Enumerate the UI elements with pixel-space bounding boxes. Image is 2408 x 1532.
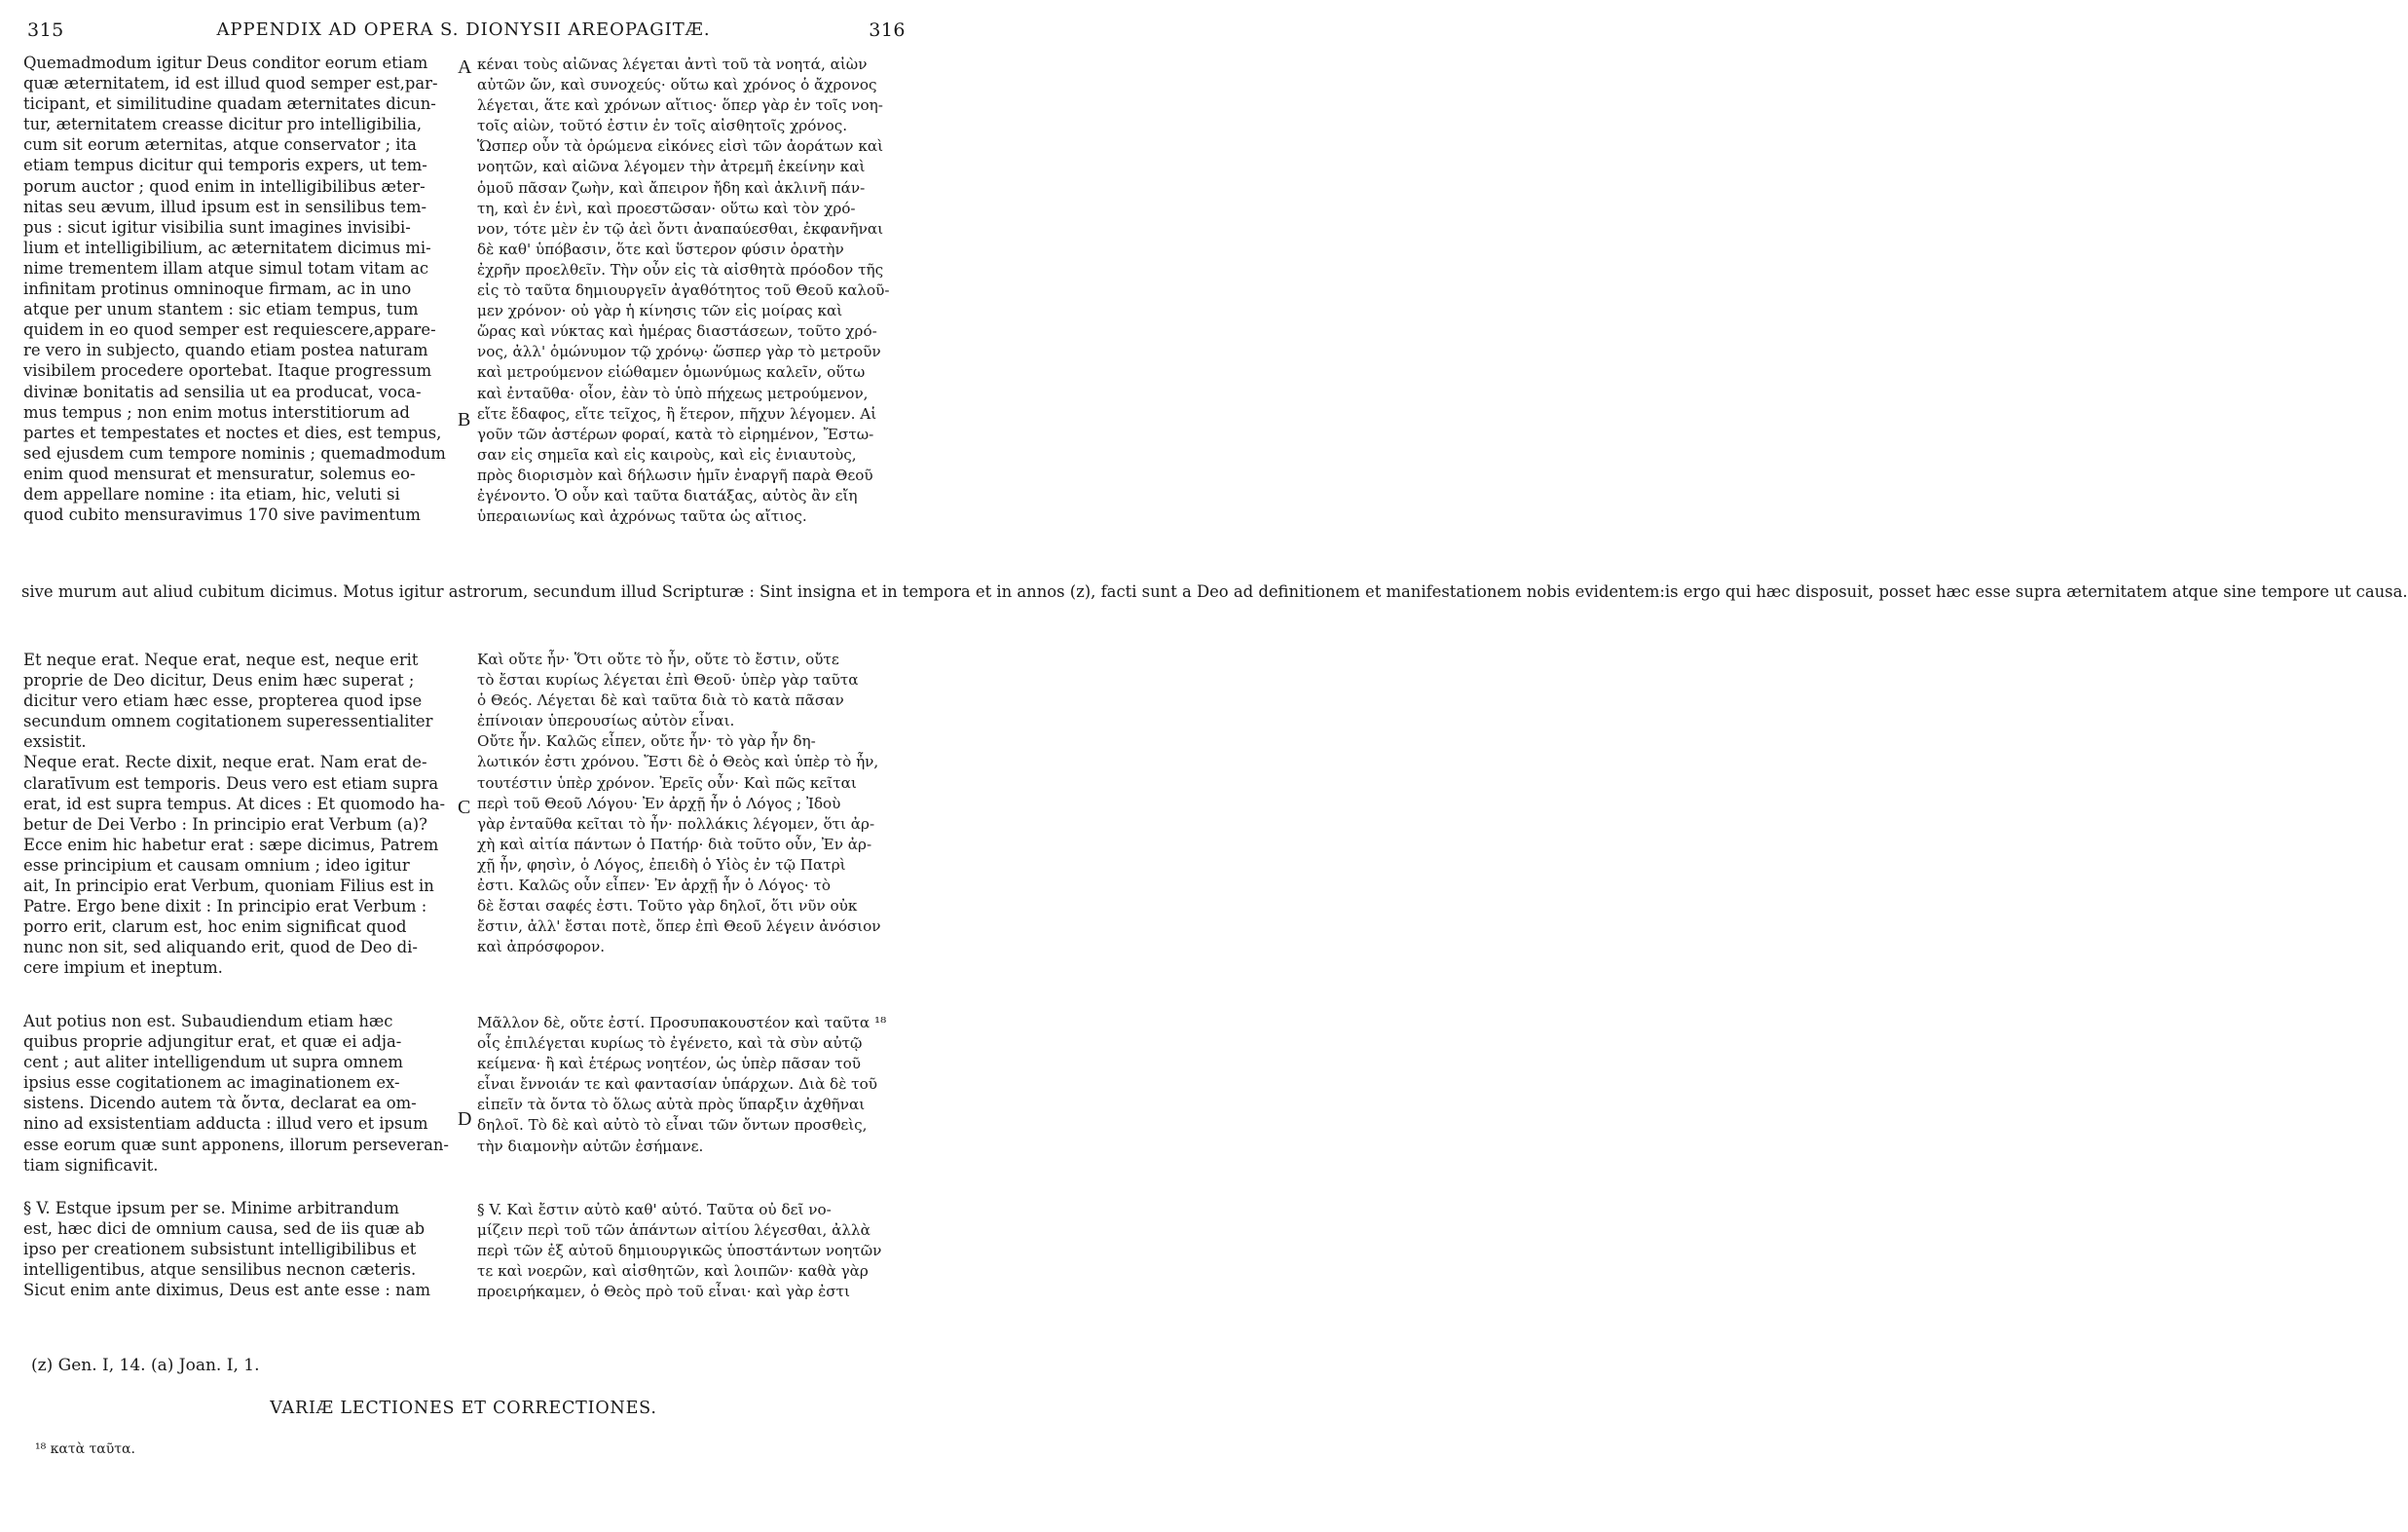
text-line: ἐπίνοιαν ὑπερουσίως αὐτὸν εἶναι.: [477, 712, 735, 730]
text-line: καὶ μετρούμενον εἰώθαμεν ὁμωνύμως καλεῖν, οὕτω: [477, 363, 866, 382]
latin-column-top: [23, 53, 456, 525]
greek-column-d: [477, 1013, 906, 1157]
text-line: σαν εἰς σημεῖα καὶ εἰς καιροὺς, καὶ εἰς ἐνιαυτοὺς,: [477, 445, 857, 464]
text-line: nino ad exsistentiam adducta : illud vero et ipsum: [23, 1114, 428, 1134]
text-line: partes et tempestates et noctes et dies, est tempus,: [23, 423, 442, 442]
text-line: ὁ Θεός. Λέγεται δὲ καὶ ταῦτα διὰ τὸ κατὰ πᾶσαν: [477, 691, 844, 710]
text-line: exsistit.: [23, 732, 87, 752]
variae-lectiones-title: VARIÆ LECTIONES ET CORRECTIONES.: [270, 1399, 657, 1418]
latin-column-d: [23, 1011, 456, 1176]
text-line: § V. Estque ipsum per se. Minime arbitrandum: [23, 1199, 399, 1217]
text-line: νον, τότε μὲν ἐν τῷ ἀεὶ ὄντι ἀναπαύεσθαι, ἐκφανῆναι: [477, 219, 884, 238]
text-line: καὶ ἀπρόσφορον.: [477, 938, 606, 956]
text-line: νοητῶν, καὶ αἰῶνα λέγομεν τὴν ἀτρεμῆ ἐκείνην καὶ: [477, 158, 866, 176]
text-line: ipsius esse cogitationem ac imaginationem ex-: [23, 1073, 400, 1093]
text-line: μεν χρόνον· οὐ γὰρ ἡ κίνησις τῶν εἰς μοίρας καὶ: [477, 302, 843, 320]
text-line: sed ejusdem cum tempore nominis ; quemadmodum: [23, 443, 446, 463]
text-line: nunc non sit, sed aliquando erit, quod de Deo di-: [23, 938, 418, 957]
text-line: τὸ ἔσται κυρίως λέγεται ἐπὶ Θεοῦ· ὑπὲρ γὰρ ταῦτα: [477, 671, 859, 690]
text-line: ὑπεραιωνίως καὶ ἀχρόνως ταῦτα ὡς αἴτιος.: [477, 507, 807, 526]
text-line: ἔστιν, ἀλλ' ἔσται ποτὲ, ὅπερ ἐπὶ Θεοῦ λέγειν ἀνόσιον: [477, 917, 881, 936]
text-line: dem appellare nomine : ita etiam, hic, veluti si: [23, 484, 400, 504]
text-line: περὶ τοῦ Θεοῦ Λόγου· Ἐν ἀρχῇ ἦν ὁ Λόγος ; Ἰδοὺ: [477, 794, 841, 812]
text-line: περὶ τῶν ἐξ αὐτοῦ δημιουργικῶς ὑποστάντων νοητῶν: [477, 1242, 882, 1260]
text-line: Sicut enim ante diximus, Deus est ante esse : nam: [23, 1281, 431, 1300]
text-line: αὐτῶν ὤν, καὶ συνοχεύς· οὕτω καὶ χρόνος ὁ ἄχρονος: [477, 76, 877, 94]
text-line: ὁμοῦ πᾶσαν ζωὴν, καὶ ἄπειρον ἤδη καὶ ἀκλινῆ πάν-: [477, 178, 866, 197]
text-line: χὴ καὶ αἰτία πάντων ὁ Πατήρ· διὰ τοῦτο οὖν, Ἐν ἀρ-: [477, 835, 872, 853]
text-line: pus : sicut igitur visibilia sunt imagines invisibi-: [23, 217, 411, 237]
text-line: εἴτε ἔδαφος, εἴτε τεῖχος, ἢ ἕτερον, πῆχυν λέγομεν. Αἱ: [477, 404, 877, 423]
text-line: sistens. Dicendo autem τὰ ὄντα, declarat ea om-: [23, 1094, 417, 1113]
text-line: οἷς ἐπιλέγεται κυρίως τὸ ἐγένετο, καὶ τὰ σὺν αὐτῷ: [477, 1034, 863, 1053]
text-line: τὴν διαμονὴν αὐτῶν ἐσήμανε.: [477, 1137, 704, 1155]
text-line: divinæ bonitatis ad sensilia ut ea producat, voca-: [23, 382, 422, 401]
text-line: εἰπεῖν τὰ ὄντα τὸ ὅλως αὐτὰ πρὸς ὕπαρξιν ἀχθῆναι: [477, 1096, 866, 1114]
text-line: etiam tempus dicitur qui temporis expers, ut tem-: [23, 156, 427, 175]
text-line: εἰς τὸ ταῦτα δημιουργεῖν ἀγαθότητος τοῦ Θεοῦ καλοῦ-: [477, 281, 890, 300]
text-line: κέναι τοὺς αἰῶνας λέγεται ἀντὶ τοῦ τὰ νοητά, αἰὼν: [477, 56, 868, 73]
text-line: προειρήκαμεν, ὁ Θεὸς πρὸ τοῦ εἶναι· καὶ γὰρ ἐστι: [477, 1283, 850, 1301]
text-line: quidem in eo quod semper est requiescere,appare-: [23, 320, 436, 340]
text-line: cent ; aut aliter intelligendum ut supra omnem: [23, 1053, 403, 1072]
text-line: dicitur vero etiam hæc esse, propterea quod ipse: [23, 691, 423, 711]
text-line: νος, ἀλλ' ὁμώνυμον τῷ χρόνῳ· ὥσπερ γὰρ τὸ μετροῦν: [477, 343, 881, 361]
text-line: τοῖς αἰὼν, τοῦτό ἐστιν ἐν τοῖς αἰσθητοῖς χρόνος.: [477, 117, 848, 135]
text-line: ἐστι. Καλῶς οὖν εἶπεν· Ἐν ἀρχῇ ἦν ὁ Λόγος· τὸ: [477, 877, 831, 895]
text-line: claratīvum est temporis. Deus vero est etiam supra: [23, 773, 439, 793]
margin-letter-c: C: [458, 797, 471, 818]
text-line: atque per unum stantem : sic etiam tempus, tum: [23, 300, 419, 319]
text-line: γὰρ ἐνταῦθα κεῖται τὸ ἦν· πολλάκις λέγομεν, ὅτι ἀρ-: [477, 814, 875, 833]
text-line: μίζειν περὶ τοῦ τῶν ἁπάντων αἰτίου λέγεσθαι, ἀλλὰ: [477, 1221, 871, 1240]
text-line: τε καὶ νοερῶν, καὶ αἰσθητῶν, καὶ λοιπῶν· καθὰ γὰρ: [477, 1262, 869, 1281]
text-line: betur de Dei Verbo : In principio erat Verbum (a)?: [23, 814, 427, 834]
variae-note: ¹⁸ κατὰ ταῦτα.: [35, 1441, 135, 1457]
text-line: καὶ ἐνταῦθα· οἷον, ἐὰν τὸ ὑπὸ πήχεως μετρούμενον,: [477, 384, 869, 402]
text-line: erat, id est supra tempus. At dices : Et quomodo ha-: [23, 794, 445, 813]
text-line: cum sit eorum æternitas, atque conservator ; ita: [23, 135, 417, 155]
text-line: tur, æternitatem creasse dicitur pro intelligibilia,: [23, 115, 423, 134]
text-line: πρὸς διορισμὸν καὶ δήλωσιν ἡμῖν ἐναργῆ παρὰ Θεοῦ: [477, 466, 873, 484]
footnote-references: (z) Gen. I, 14. (a) Joan. I, 1.: [31, 1356, 260, 1375]
text-line: κείμενα· ἢ καὶ ἑτέρως νοητέον, ὡς ὑπὲρ πᾶσαν τοῦ: [477, 1055, 862, 1073]
margin-letter-b: B: [458, 409, 471, 430]
text-line: secundum omnem cogitationem superessentialiter: [23, 712, 433, 731]
text-line: ὥρας καὶ νύκτας καὶ ἡμέρας διαστάσεων, τοῦτο χρό-: [477, 322, 877, 341]
text-line: δὲ ἔσται σαφές ἐστι. Τοῦτο γὰρ δηλοῖ, ὅτι νῦν οὐκ: [477, 897, 858, 915]
page-number-right: 316: [869, 19, 906, 41]
text-line: Patre. Ergo bene dixit : In principio erat Verbum :: [23, 897, 427, 916]
text-line: Οὔτε ἦν. Καλῶς εἶπεν, οὔτε ἦν· τὸ γὰρ ἦν δη-: [477, 732, 816, 751]
text-line: porro erit, clarum est, hoc enim significat quod: [23, 917, 407, 937]
latin-column-e: [23, 1198, 456, 1300]
text-line: esse eorum quæ sunt apponens, illorum perseveran-: [23, 1135, 449, 1154]
text-line: quæ æternitatem, id est illud quod semper est,par-: [23, 74, 438, 93]
greek-column-e: [477, 1200, 906, 1302]
text-line: Καὶ οὔτε ἦν· Ὅτι οὔτε τὸ ἦν, οὔτε τὸ ἔστιν, οὔτε: [477, 651, 839, 668]
text-line: quod cubito mensuravimus 170 sive pavimentum: [23, 505, 421, 525]
text-line: visibilem procedere oportebat. Itaque progressum: [23, 361, 432, 381]
text-line: signa et in tempora et in annos (z), facti sunt a Deo ad definitionem et manifestationem nobis evidentem:: [812, 582, 1665, 601]
page-number-left: 315: [27, 19, 64, 41]
text-line: Μᾶλλον δὲ, οὔτε ἐστί. Προσυπακουστέον καὶ ταῦτα ¹⁸: [477, 1014, 887, 1031]
text-line: Neque erat. Recte dixit, neque erat. Nam erat de-: [23, 753, 427, 772]
text-line: est, hæc dici de omnium causa, sed de iis quæ ab: [23, 1219, 426, 1239]
text-line: mus tempus ; non enim motus interstitiorum ad: [23, 402, 410, 422]
text-line: is ergo qui hæc disposuit, posset hæc esse supra æternitatem atque sine tempore ut causa.: [1664, 582, 2408, 601]
text-line: εἶναι ἔννοιάν τε καὶ φαντασίαν ὑπάρχων. Διὰ δὲ τοῦ: [477, 1075, 877, 1094]
text-line: esse principium et causam omnium ; ideo igitur: [23, 855, 410, 875]
text-line: proprie de Deo dicitur, Deus enim hæc superat ;: [23, 671, 415, 691]
margin-letter-a: A: [458, 56, 472, 78]
text-line: sive murum aut aliud cubitum dicimus. Motus igitur astrorum, secundum illud Scripturæ : Sint in: [21, 582, 813, 601]
text-line: Aut potius non est. Subaudiendum etiam hæc: [23, 1012, 393, 1030]
text-line: nitas seu ævum, illud ipsum est in sensilibus tem-: [23, 197, 427, 216]
margin-letter-d: D: [458, 1108, 472, 1130]
latin-column-c: [23, 650, 456, 979]
text-line: τουτέστιν ὑπὲρ χρόνον. Ἐρεῖς οὖν· Καὶ πῶς κεῖται: [477, 773, 857, 792]
greek-column-c: [477, 650, 906, 957]
running-title: APPENDIX AD OPERA S. DIONYSII AREOPAGITÆ.: [216, 19, 711, 40]
full-width-text: [21, 581, 2408, 602]
text-line: ἐχρῆν προελθεῖν. Τὴν οὖν εἰς τὰ αἰσθητὰ πρόοδον τῆς: [477, 260, 884, 279]
text-line: ipso per creationem subsistunt intelligibilibus et: [23, 1240, 417, 1259]
greek-column-top: [477, 55, 906, 527]
text-line: ait, In principio erat Verbum, quoniam Filius est in: [23, 877, 434, 896]
text-line: λωτικόν ἐστι χρόνου. Ἔστι δὲ ὁ Θεὸς καὶ ὑπὲρ τὸ ἦν,: [477, 753, 879, 771]
text-line: δὲ καθ' ὑπόβασιν, ὅτε καὶ ὕστερον φύσιν ὁρατὴν: [477, 240, 844, 258]
text-line: tiam significavit.: [23, 1155, 159, 1175]
text-line: lium et intelligibilium, ac æternitatem dicimus mi-: [23, 238, 431, 257]
text-line: infinitam protinus omninoque firmam, ac in uno: [23, 280, 412, 299]
text-line: τη, καὶ ἐν ἑνὶ, καὶ προεστῶσαν· οὕτω καὶ τὸν χρό-: [477, 199, 856, 217]
text-line: λέγεται, ἅτε καὶ χρόνων αἴτιος· ὅπερ γὰρ ἐν τοῖς νοη-: [477, 96, 883, 115]
text-line: ticipant, et similitudine quadam æternitates dicun-: [23, 94, 436, 114]
text-line: cere impium et ineptum.: [23, 958, 223, 978]
text-line: porum auctor ; quod enim in intelligibilibus æter-: [23, 176, 426, 196]
text-line: Ὥσπερ οὖν τὰ ὁρώμενα εἰκόνες εἰσὶ τῶν ἀοράτων καὶ: [477, 137, 884, 156]
text-line: nime trementem illam atque simul totam vitam ac: [23, 258, 429, 278]
text-line: Ecce enim hic habetur erat : sæpe dicimus, Patrem: [23, 835, 439, 854]
text-line: intelligentibus, atque sensilibus necnon cæteris.: [23, 1260, 417, 1280]
text-line: Et neque erat. Neque erat, neque est, neque erit: [23, 651, 419, 669]
text-line: § V. Καὶ ἔστιν αὐτὸ καθ' αὑτό. Ταῦτα οὐ δεῖ νο-: [477, 1201, 832, 1218]
text-line: quibus proprie adjungitur erat, et quæ ei adja-: [23, 1032, 402, 1052]
text-line: γοῦν τῶν ἀστέρων φοραί, κατὰ τὸ εἰρημένον, Ἔστω-: [477, 425, 874, 443]
text-line: ἐγένοντο. Ὁ οὖν καὶ ταῦτα διατάξας, αὐτὸς ἂν εἴη: [477, 486, 858, 504]
text-line: re vero in subjecto, quando etiam postea naturam: [23, 341, 428, 360]
text-line: enim quod mensurat et mensuratur, solemus eo-: [23, 464, 416, 483]
text-line: Quemadmodum igitur Deus conditor eorum etiam: [23, 54, 428, 72]
text-line: χῇ ἦν, φησὶν, ὁ Λόγος, ἐπειδὴ ὁ Υἱὸς ἐν τῷ Πατρὶ: [477, 855, 846, 874]
text-line: δηλοῖ. Τὸ δὲ καὶ αὐτὸ τὸ εἶναι τῶν ὄντων προσθεὶς,: [477, 1116, 868, 1135]
